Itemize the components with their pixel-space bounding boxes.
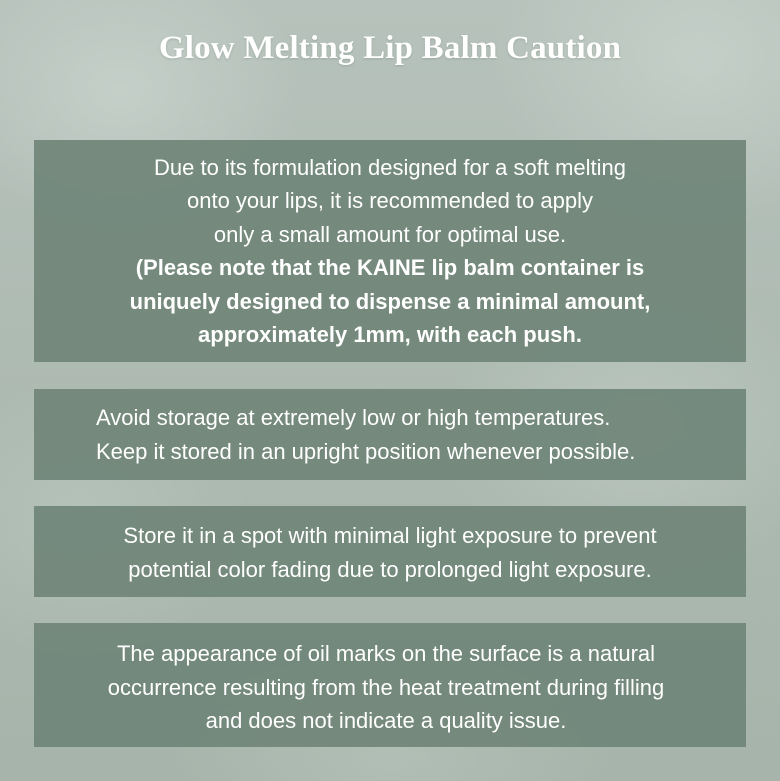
caution-note-line: (Please note that the KAINE lip balm container is xyxy=(135,255,645,281)
caution-line: potential color fading due to prolonged light exposure. xyxy=(128,557,652,582)
caution-line: Store it in a spot with minimal light exposure to prevent xyxy=(123,523,657,548)
caution-note-line: approximately 1mm, with each push. xyxy=(198,322,582,348)
caution-line: Avoid storage at extremely low or high temperatures. xyxy=(96,405,611,430)
caution-note-line: uniquely designed to dispense a minimal amount, xyxy=(129,288,651,314)
caution-box-light-exposure xyxy=(34,506,746,597)
caution-line: occurrence resulting from the heat treatment during filling xyxy=(107,674,665,700)
page-title: Glow Melting Lip Balm Caution xyxy=(158,30,622,66)
caution-line: The appearance of oil marks on the surface is a natural xyxy=(116,641,656,666)
caution-line: only a small amount for optimal use. xyxy=(213,221,567,247)
caution-line: and does not indicate a quality issue. xyxy=(205,708,567,733)
caution-box-formulation xyxy=(34,140,746,362)
caution-box-oil-marks xyxy=(34,623,746,747)
caution-line: onto your lips, it is recommended to apply xyxy=(187,188,593,214)
caution-line: Due to its formulation designed for a soft melting xyxy=(153,155,627,180)
caution-box-storage-temperature xyxy=(34,389,746,480)
caution-line: Keep it stored in an upright position whenever possible. xyxy=(96,439,636,464)
